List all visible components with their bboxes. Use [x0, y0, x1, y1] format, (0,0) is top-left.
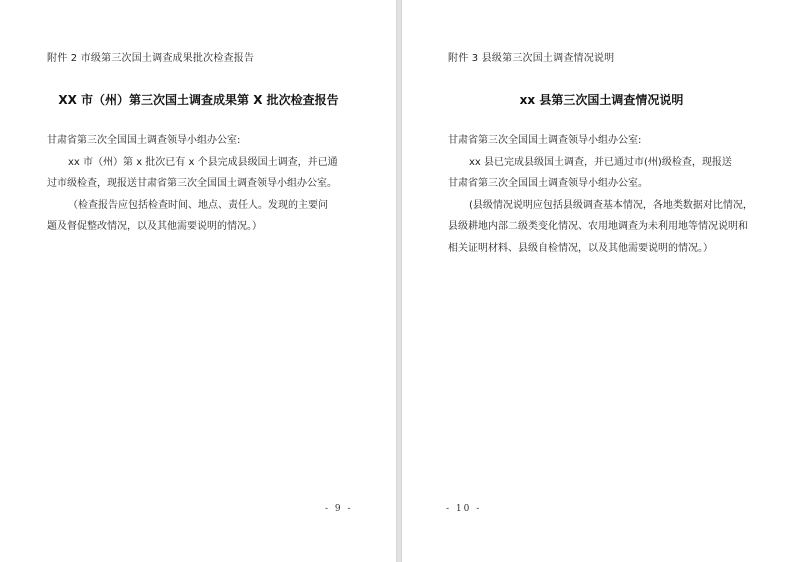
- paragraph-1-line-1: xx 县已完成县级国土调查，并已通过市(州)级检查，现报送: [469, 156, 732, 168]
- paragraph-1-line-1: xx 市（州）第 x 批次已有 x 个县完成县级国土调查，并已通: [68, 156, 338, 168]
- paragraph-2-line-1: (县级情况说明应包括县级调查基本情况，各地类数据对比情况，: [469, 199, 753, 211]
- document-title: XX 市（州）第三次国土调查成果第 X 批次检查报告: [58, 93, 339, 107]
- salutation: 甘肃省第三次全国国土调查领导小组办公室:: [448, 135, 642, 146]
- paragraph-1-line-2: 甘肃省第三次全国国土调查领导小组办公室。: [448, 178, 648, 189]
- salutation: 甘肃省第三次全国国土调查领导小组办公室:: [47, 135, 241, 146]
- body-text: [47, 130, 352, 238]
- paragraph-2-line-1: （检查报告应包括检查时间、地点、责任人。发现的主要问: [68, 199, 328, 211]
- paragraph-2-line-3: 相关证明材料、县级自检情况，以及其他需要说明的情况。）: [448, 242, 713, 254]
- body-text: [448, 130, 778, 259]
- paragraph-1-line-2: 过市级检查，现报送甘肃省第三次全国国土调查领导小组办公室。: [47, 178, 337, 189]
- page-number: - 9 -: [325, 504, 353, 514]
- appendix-label: 附件 2 市级第三次国土调查成果批次检查报告: [47, 53, 255, 64]
- paragraph-2-line-2: 县级耕地内部二级类变化情况、农用地调查为未利用地等情况说明和: [448, 221, 748, 232]
- right-page: [401, 0, 800, 562]
- paragraph-2-line-2: 题及督促整改情况，以及其他需要说明的情况。）: [47, 221, 262, 232]
- left-page: [0, 0, 397, 562]
- appendix-label: 附件 3 县级第三次国土调查情况说明: [448, 53, 615, 64]
- page-number: - 10 -: [446, 504, 482, 514]
- document-title: xx 县第三次国土调查情况说明: [519, 93, 684, 107]
